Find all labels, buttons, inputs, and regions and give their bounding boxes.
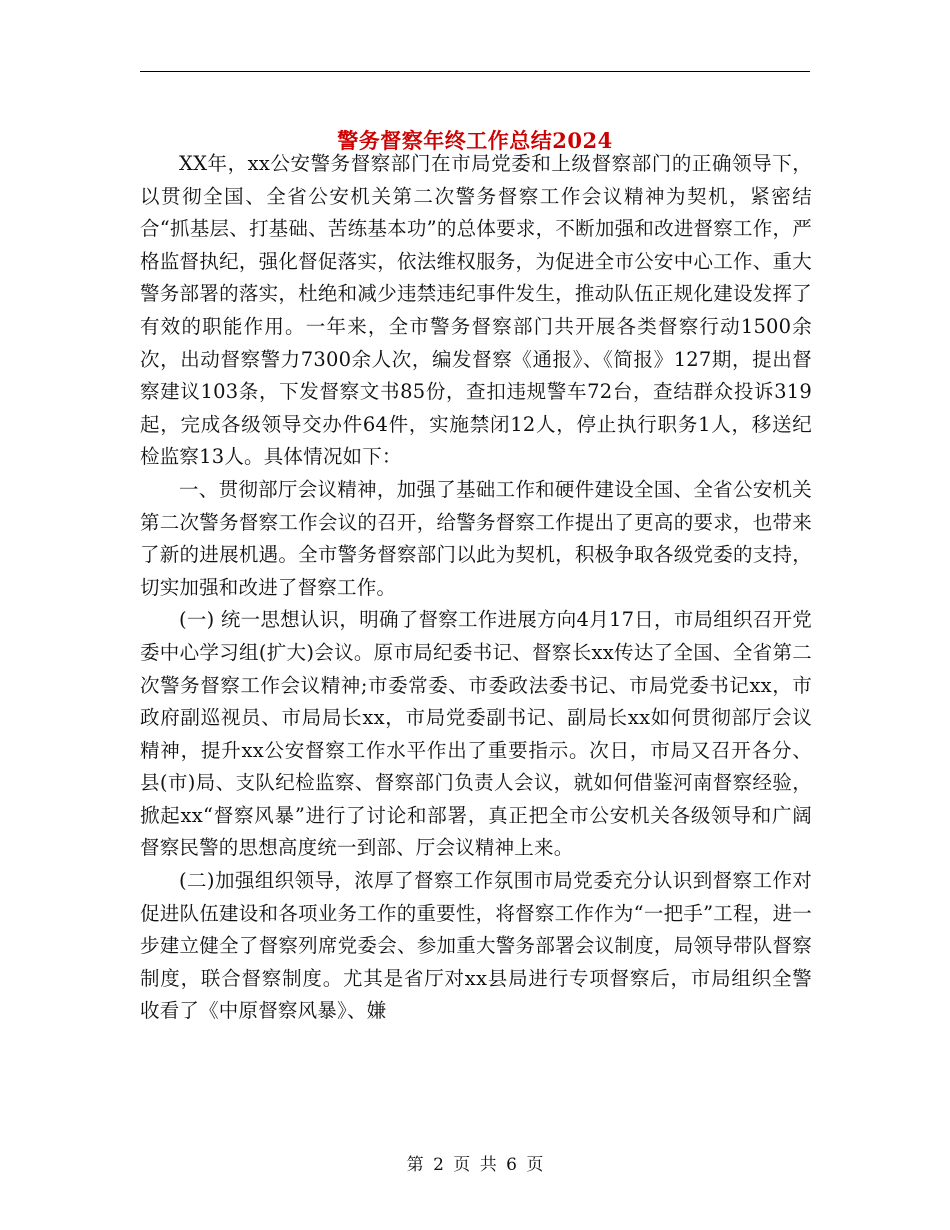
document-body [140, 148, 812, 1028]
paragraph-section-1: 一、贯彻部厅会议精神，加强了基础工作和硬件建设全国、全省公安机关第二次警务督察工作会议的召开，给警务督察工作提出了更高的要求，也带来了新的进展机遇。全市警务督察部门以此为契机，积极争取各级党委的支持，切实加强和改进了督察工作。 [140, 477, 812, 599]
document-title: 警务督察年终工作总结2024 [337, 128, 613, 154]
paragraph-subsection-1: (一) 统一思想认识，明确了督察工作进展方向4月17日，市局组织召开党委中心学习组(扩大)会议。原市局纪委书记、督察长xx传达了全国、全省第二次警务督察工作会议精神;市委常委、市委政法委书记、市局党委书记xx，市政府副巡视员、市局局长xx，市局党委副书记、副局长xx如何贯彻部厅会议精神，提升xx公安督察工作水平作出了重要指示。次日，市局又召开各分、县(市)局、支队纪检监察、督察部门负责人会议，就如何借鉴河南督察经验，掀起xx“督察风暴”进行了讨论和部署，真正把全市公安机关各级领导和广阔督察民警的思想高度统一到部、厅会议精神上来。 [140, 608, 812, 860]
paragraph-subsection-2: (二)加强组织领导，浓厚了督察工作氛围市局党委充分认识到督察工作对促进队伍建设和各项业务工作的重要性，将督察工作作为“一把手”工程，进一步建立健全了督察列席党委会、参加重大警务部署会议制度，局领导带队督察制度，联合督察制度。尤其是省厅对xx县局进行专项督察后，市局组织全警收看了《中原督察风暴》、嫌 [140, 869, 812, 1023]
header-rule [140, 71, 810, 72]
page-number-footer: 第 2 页 共 6 页 [406, 1155, 544, 1175]
paragraph-intro: XX年，xx公安警务督察部门在市局党委和上级督察部门的正确领导下，以贯彻全国、全省公安机关第二次警务督察工作会议精神为契机，紧密结合“抓基层、打基础、苦练基本功”的总体要求，不断加强和改进督察工作，严格监督执纪，强化督促落实，依法维权服务，为促进全市公安中心工作、重大警务部署的落实，杜绝和减少违禁违纪事件发生，推动队伍正规化建设发挥了有效的职能作用。一年来，全市警务督察部门共开展各类督察行动1500余次，出动督察警力7300余人次，编发督察《通报》、《简报》127期，提出督察建议103条，下发督察文书85份，查扣违规警车72台，查结群众投诉319起，完成各级领导交办件64件，实施禁闭12人，停止执行职务1人，移送纪检监察13人。具体情况如下： [140, 152, 812, 469]
